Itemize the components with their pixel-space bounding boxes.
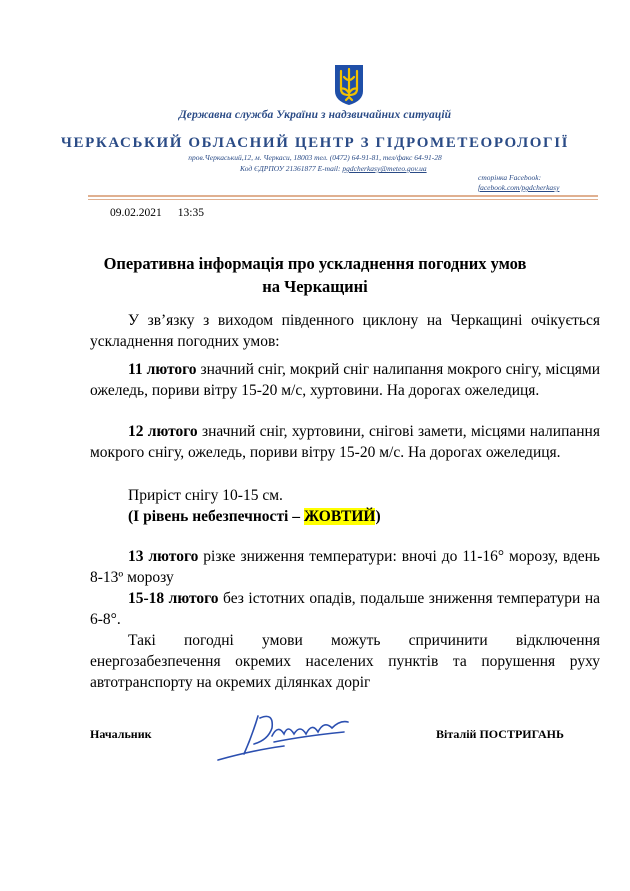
date-time bbox=[110, 207, 204, 219]
final-paragraph: Такі погодні умови можуть спричинити відключення енергозабезпечення окремих населених пунктів та порушення руху автотранспорту на окремих ділянках доріг bbox=[90, 632, 600, 691]
header-divider-thin bbox=[88, 199, 598, 200]
days1518-text: без істотних опадів, подальше зниження температури на 6-8°. bbox=[90, 590, 600, 628]
code-email-line bbox=[240, 164, 427, 173]
time: 13:35 bbox=[177, 207, 204, 219]
intro-paragraph: У зв’язку з виходом південного циклону на Черкащині очікується ускладнення погодних умов: bbox=[90, 312, 600, 350]
organization-name: Державна служба України з надзвичайних ситуацій bbox=[178, 109, 452, 121]
level-word: ЖОВТИЙ bbox=[303, 508, 376, 525]
title-line-1: Оперативна інформація про ускладнення погодних умов bbox=[103, 254, 527, 273]
signatory-name: Віталій ПОСТРИГАНЬ bbox=[436, 727, 564, 741]
snow-growth: Приріст снігу 10-15 см. bbox=[128, 487, 283, 504]
days1518-paragraph bbox=[90, 588, 600, 630]
day13-text: різке зниження температури: вночі до 11-16° морозу, вдень 8-13º морозу bbox=[90, 548, 600, 586]
day13-label: 13 лютого bbox=[128, 548, 199, 565]
day11-text: значний сніг, мокрий сніг налипання мокрого снігу, місцями ожеледь, пориви вітру 15-20 м/с, хуртовини. На дорогах ожеледиця. bbox=[90, 361, 600, 399]
date: 09.02.2021 bbox=[110, 207, 162, 219]
header-divider bbox=[88, 195, 598, 197]
document-title bbox=[0, 252, 630, 298]
day12-paragraph bbox=[90, 421, 600, 463]
day12-text: значний сніг, хуртовини, снігові замети, місцями налипання мокрого снігу, ожеледь, пориви вітру 15-20 м/с. На дорогах ожеледиця. bbox=[90, 423, 600, 461]
day13-paragraph bbox=[90, 546, 600, 588]
days1518-label: 15-18 лютого bbox=[128, 590, 219, 607]
address-line: пров.Черкаський,12, м. Черкаси, 18003 тел. (0472) 64-91-81, тел/факс 64-91-28 bbox=[188, 153, 442, 162]
danger-level bbox=[90, 506, 600, 527]
day12-label: 12 лютого bbox=[128, 423, 198, 440]
day11-paragraph bbox=[90, 359, 600, 401]
handwritten-signature bbox=[214, 706, 354, 764]
code-prefix: Код ЄДРПОУ 21361877 E-mail: bbox=[240, 164, 343, 173]
center-name: ЧЕРКАСЬКИЙ ОБЛАСНИЙ ЦЕНТР З ГІДРОМЕТЕОРОЛОГІЇ bbox=[60, 135, 570, 151]
signatory-position: Начальник bbox=[90, 727, 152, 741]
email-link[interactable]: pgdcherkasy@meteo.gov.ua bbox=[342, 164, 427, 173]
level-prefix: (І рівень небезпечності – bbox=[128, 508, 304, 525]
day11-label: 11 лютого bbox=[128, 361, 197, 378]
level-suffix: ) bbox=[375, 508, 381, 525]
coat-of-arms-emblem bbox=[333, 63, 365, 107]
facebook-label: сторінка Facebook: bbox=[478, 173, 542, 182]
facebook-link[interactable]: facebook.com/pgdcherkasy bbox=[478, 183, 560, 192]
title-line-2: на Черкащині bbox=[262, 277, 368, 296]
